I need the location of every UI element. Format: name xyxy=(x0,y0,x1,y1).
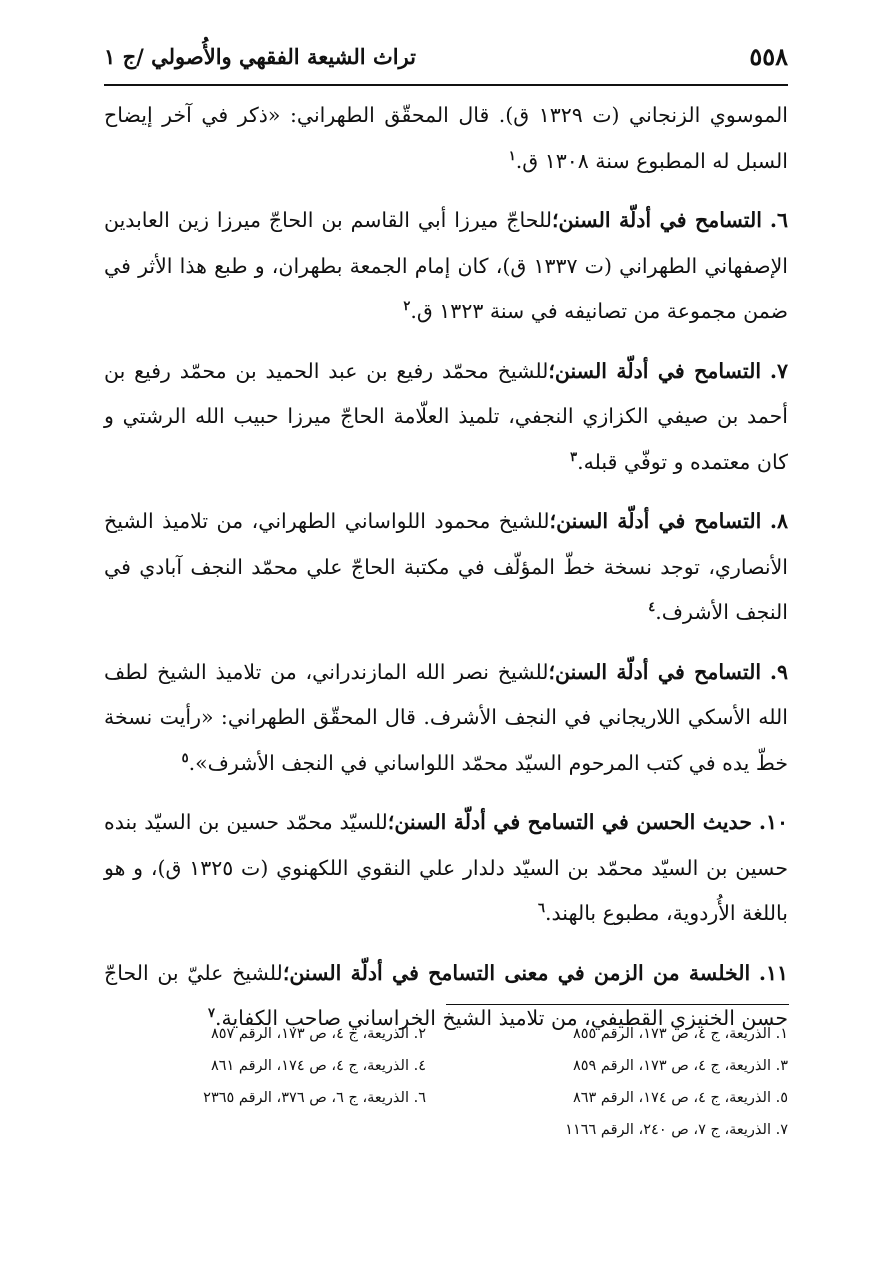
body-text xyxy=(104,93,788,1056)
entry-title: التسامح في أدلّة السنن؛ xyxy=(548,358,762,383)
footnotes xyxy=(104,1018,788,1146)
footnote-ref[interactable]: ٤ xyxy=(648,600,656,616)
entry-text: للحاجّ ميرزا أبي القاسم بن الحاجّ ميرزا زين العابدين الإصفهاني الطهراني (ت ١٣٣٧ ق)، كان إمام الجمعة بطهران، و طبع هذا الأثر في ضمن مجموعة من تصانيفه في سنة ١٣٢٣ ق. xyxy=(104,208,788,323)
footnote-ref[interactable]: ٥ xyxy=(181,750,189,766)
entry-text: للشيخ عليّ بن الحاجّ حسن الخنيزي القطيفي، من تلاميذ الشيخ الخراساني صاحب الكفاية. xyxy=(104,960,788,1030)
footnote-ref[interactable]: ٢ xyxy=(403,299,411,315)
entry-item-7 xyxy=(104,349,788,486)
footnote: ١. الذريعة، ج ٤، ص ١٧٣، الرقم ٨٥٥ xyxy=(572,1026,788,1042)
entry-number: ٩. xyxy=(769,659,788,684)
footnote-ref[interactable]: ٦ xyxy=(538,901,546,917)
entry-item-9 xyxy=(104,650,788,787)
footnote: ٤. الذريعة، ج ٤، ص ١٧٤، الرقم ٨٦١ xyxy=(210,1058,426,1074)
entry-title: التسامح في أدلّة السنن؛ xyxy=(548,659,762,684)
footnote: ٢. الذريعة، ج ٤، ص ١٧٣، الرقم ٨٥٧ xyxy=(210,1026,426,1042)
entry-text: للشيخ محمود اللواساني الطهراني، من تلاميذ الشيخ الأنصاري، توجد نسخة خطّ المؤلّف في مكتبة الحاجّ علي محمّد النجف آبادي في النجف الأشرف. xyxy=(104,509,788,624)
footnote-ref[interactable]: ٧ xyxy=(207,1006,215,1022)
entry-number: ٦. xyxy=(769,208,788,232)
footnote-separator xyxy=(446,1004,789,1005)
footnote: ٣. الذريعة، ج ٤، ص ١٧٣، الرقم ٨٥٩ xyxy=(572,1058,788,1074)
entry-text: للشيخ محمّد رفيع بن عبد الحميد بن محمّد رفيع بن أحمد بن صيفي الكزازي النجفي، تلميذ العلّامة الحاجّ ميرزا حبيب الله الرشتي و كان معتمده و توفّي قبله. xyxy=(104,358,788,474)
entry-text: للشيخ نصر الله المازندراني، من تلاميذ الشيخ لطف الله الأسكي اللاريجاني في النجف الأشرف. قال المحقّق الطهراني: «رأيت نسخة خطّ يده في كتب المرحوم السيّد محمّد اللواساني في النجف الأشرف». xyxy=(104,659,788,775)
paragraph-continuation: الموسوي الزنجاني (ت ١٣٢٩ ق). قال المحقّق الطهراني: «ذكر في آخر إيضاح السبل له المطبوع سنة ١٣٠٨ ق.$^١$ xyxy=(104,103,788,173)
entry-title: حديث الحسن في التسامح في أدلّة السنن؛ xyxy=(387,810,752,834)
entry-item-10 xyxy=(104,800,788,937)
running-header xyxy=(104,36,788,86)
entry-item-8 xyxy=(104,499,788,636)
entry-number: ١٠. xyxy=(758,810,788,834)
footnote: ٥. الذريعة، ج ٤، ص ١٧٤، الرقم ٨٦٣ xyxy=(572,1090,788,1106)
footnote: ٧. الذريعة، ج ٧، ص ٢٤٠، الرقم ١١٦٦ xyxy=(565,1122,788,1138)
footnote-ref[interactable]: ٣ xyxy=(570,449,578,465)
entry-item-6 xyxy=(104,198,788,335)
page-number: ٥٥٨ xyxy=(749,42,788,71)
entry-text: للسيّد محمّد حسين بن السيّد بنده حسين بن السيّد محمّد بن السيّد دلدار علي النقوي اللكهنوي (ت ١٣٢٥ ق)، و هو باللغة الأُردوية، مطبوع بالهند. xyxy=(104,810,788,925)
entry-number: ٨. xyxy=(769,509,788,533)
running-title: تراث الشيعة الفقهي والأُصولي /ج ١ xyxy=(104,44,416,69)
footnote-ref[interactable]: ١ xyxy=(508,148,516,164)
entry-title: الخلسة من الزمن في معنى التسامح في أدلّة السنن؛ xyxy=(282,960,751,985)
footnote: ٦. الذريعة، ج ٦، ص ٣٧٦، الرقم ٢٣٦٥ xyxy=(203,1090,426,1106)
entry-title: التسامح في أدلّة السنن؛ xyxy=(549,509,762,533)
entry-title: التسامح في أدلّة السنن؛ xyxy=(552,208,762,232)
entry-number: ١١. xyxy=(758,960,788,985)
entry-number: ٧. xyxy=(769,358,788,383)
